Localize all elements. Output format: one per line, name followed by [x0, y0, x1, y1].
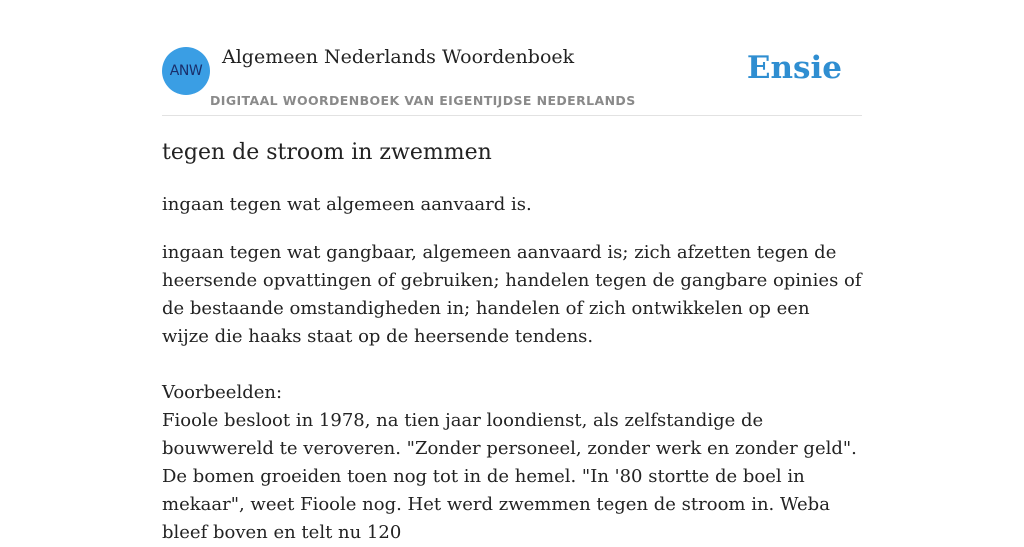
entry-term: tegen de stroom in zwemmen — [162, 140, 492, 165]
site-header — [162, 0, 862, 116]
anw-logo[interactable] — [162, 47, 210, 95]
long-definition: ingaan tegen wat gangbaar, algemeen aanvaard is; zich afzetten tegen de heersende opvattingen of gebruiken; handelen tegen de gangbare opinies of de bestaande omstandigheden in; handelen of zich ontwikkelen op een wijze die haaks staat op de heersende tendens. — [162, 242, 862, 347]
site-subtitle: DIGITAAL WOORDENBOEK VAN EIGENTIJDSE NEDERLANDS — [210, 93, 636, 108]
main-container — [162, 0, 862, 543]
example-text: Fioole besloot in 1978, na tien jaar loondienst, als zelfstandige de bouwwereld te veroveren. "Zonder personeel, zonder werk en zonder geld". De bomen groeiden toen nog tot in de hemel. "In '80 stortte de boel in mekaar", weet Fioole nog. Het werd zwemmen tegen de stroom in. Weba bleef boven en telt nu 120 — [162, 410, 857, 543]
site-title[interactable]: Algemeen Nederlands Woordenboek — [222, 46, 575, 68]
logo-text: ANW — [169, 63, 203, 79]
examples-label: Voorbeelden: — [162, 382, 283, 403]
short-definition: ingaan tegen wat algemeen aanvaard is. — [162, 194, 532, 215]
ensie-brand-link[interactable]: Ensie — [746, 50, 842, 86]
